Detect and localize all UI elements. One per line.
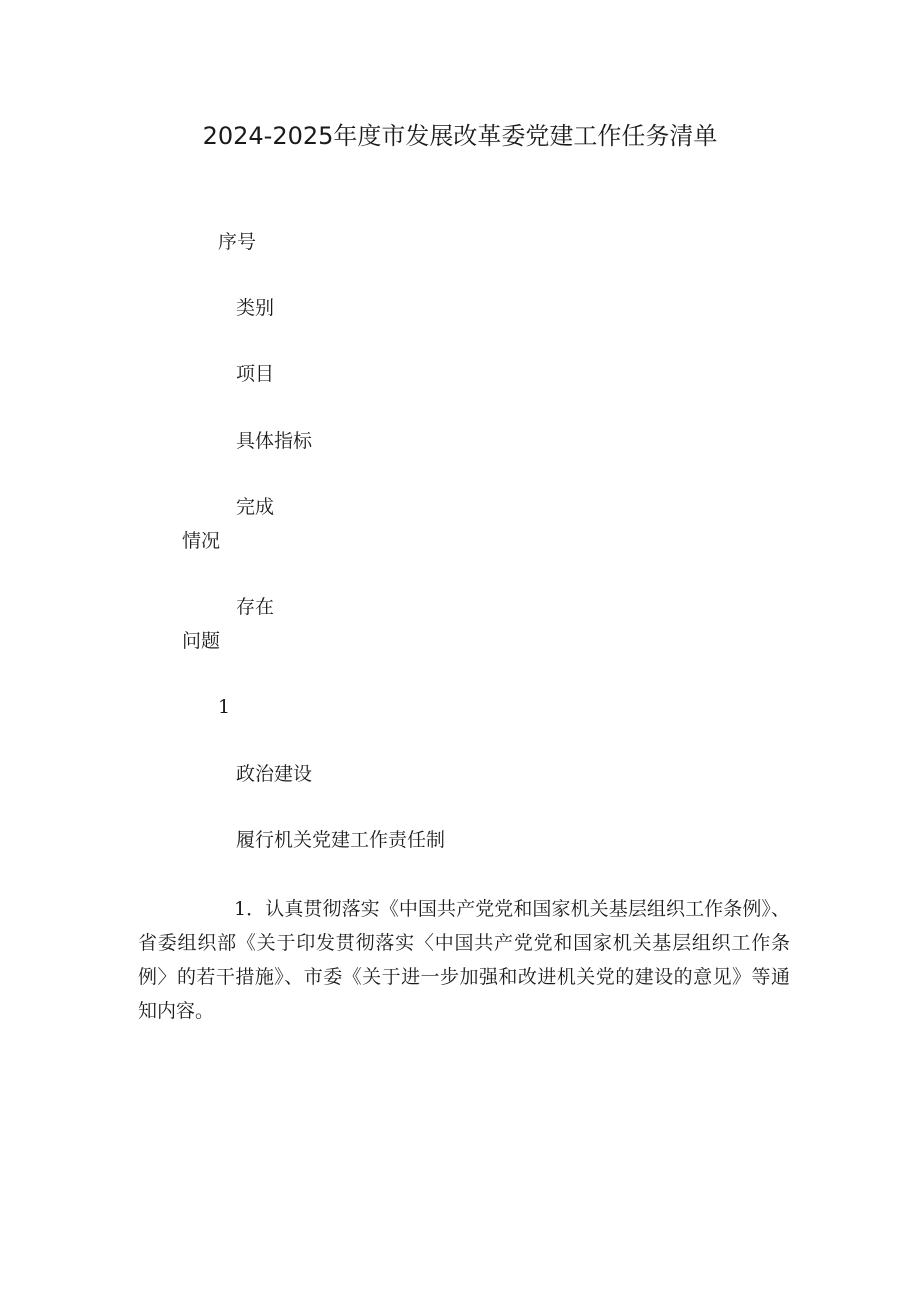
page-title: 2024-2025年度市发展改革委党建工作任务清单 — [202, 122, 718, 150]
row1-item: 履行机关党建工作责任制 — [236, 829, 446, 851]
header-completion-line2: 情况 — [182, 530, 221, 552]
header-problem-line2: 问题 — [182, 630, 221, 652]
row1-seq: 1 — [218, 696, 231, 718]
header-seq: 序号 — [218, 231, 257, 253]
row1-indicator-text: 1．认真贯彻落实《中国共产党党和国家机关基层组织工作条例》、省委组织部《关于印发贯彻落实〈中国共产党党和国家机关基层组织工作条例〉的若干措施》、市委《关于进一步加强和改进机关党的建设的意见》等通知内容。 — [138, 898, 790, 1022]
header-problem-line1: 存在 — [236, 596, 275, 618]
header-item: 项目 — [236, 363, 275, 385]
header-completion-line1: 完成 — [236, 496, 275, 518]
header-indicator: 具体指标 — [236, 430, 313, 452]
header-category: 类别 — [236, 297, 275, 319]
row1-category: 政治建设 — [236, 763, 313, 785]
